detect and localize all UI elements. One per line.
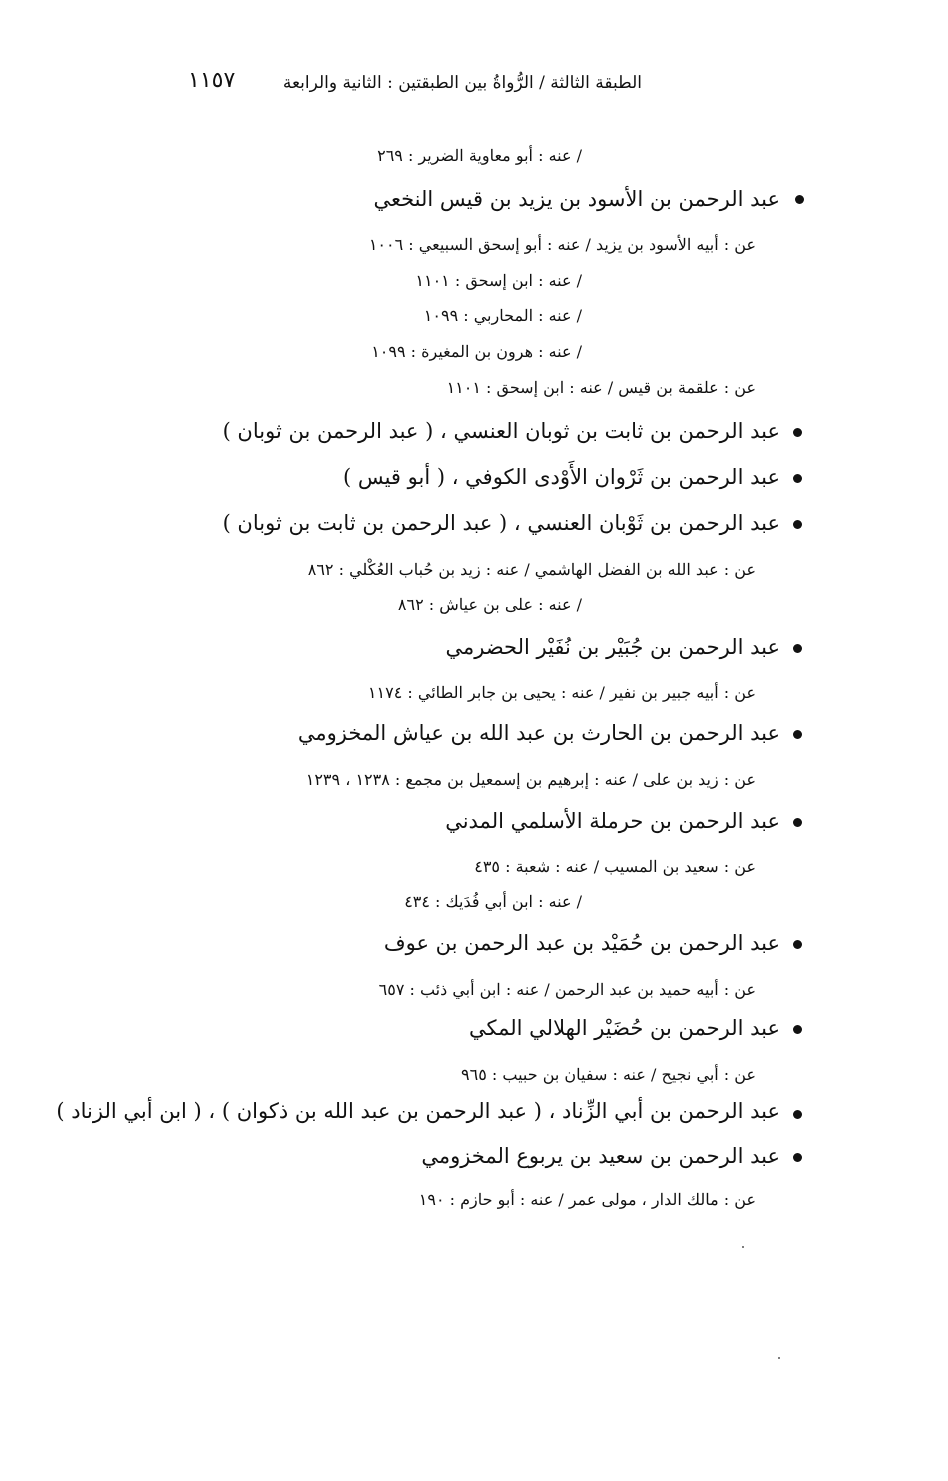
entry-heading: عبد الرحمن بن جُبَيْر بن نُفَيْر الحضرمي	[445, 635, 780, 659]
bullet-icon	[793, 818, 802, 827]
sub-line: / عنه : على بن عياش : ٨٦٢	[397, 595, 582, 614]
bullet-icon	[793, 730, 802, 739]
entry-heading: عبد الرحمن بن حُضَيْر الهلالي المكي	[469, 1016, 780, 1040]
sub-line: عن : أبيه حميد بن عبد الرحمن / عنه : ابن أبي ذئب : ٦٥٧	[378, 980, 756, 999]
sub-line: عن : أبي نجيح / عنه : سفيان بن حبيب : ٩٦٥	[461, 1065, 756, 1084]
bullet-icon	[793, 1110, 802, 1119]
bullet-icon	[793, 1153, 802, 1162]
sub-line: / عنه : ابن إسحق : ١١٠١	[415, 271, 582, 290]
entry-heading: عبد الرحمن بن حرملة الأسلمي المدني	[445, 809, 780, 833]
bullet-icon	[793, 520, 802, 529]
page-number: ١١٥٧	[188, 68, 236, 93]
sub-line: / عنه : ابن أبي فُدَيك : ٤٣٤	[404, 892, 582, 911]
sub-line: عن : علقمة بن قيس / عنه : ابن إسحق : ١١٠١	[446, 378, 756, 397]
running-title: الطبقة الثالثة / الرُّواةُ بين الطبقتين : الثانية والرابعة	[282, 73, 642, 93]
sub-line: / عنه : هرون بن المغيرة : ١٠٩٩	[371, 342, 582, 361]
sub-line: عن : زيد بن على / عنه : إبرهيم بن إسمعيل بن مجمع : ١٢٣٨ ، ١٢٣٩	[305, 770, 756, 789]
sub-line: / عنه : المحاربي : ١٠٩٩	[423, 306, 582, 325]
entry-heading: عبد الرحمن بن ثَوْبان العنسي ، ( عبد الرحمن بن ثابت بن ثوبان )	[222, 511, 780, 535]
bullet-icon	[793, 1025, 802, 1034]
scan-speck	[778, 1357, 780, 1359]
entry-heading: عبد الرحمن بن ثَرْوان الأَوْدى الكوفي ، ( أبو قيس )	[342, 465, 780, 489]
bullet-icon	[793, 474, 802, 483]
sub-line: / عنه : أبو معاوية الضرير : ٢٦٩	[377, 146, 582, 165]
entry-heading: عبد الرحمن بن الأسود بن يزيد بن قيس النخعي	[373, 187, 780, 211]
entry-heading: عبد الرحمن بن ثابت بن ثوبان العنسي ، ( عبد الرحمن بن ثوبان )	[222, 419, 780, 443]
scan-speck	[742, 1246, 744, 1248]
bullet-icon	[795, 195, 804, 204]
entry-heading: عبد الرحمن بن الحارث بن عبد الله بن عياش المخزومي	[297, 721, 780, 745]
bullet-icon	[793, 644, 802, 653]
sub-line: عن : أبيه جبير بن نفير / عنه : يحيى بن جابر الطائي : ١١٧٤	[367, 683, 756, 702]
entry-heading: عبد الرحمن بن حُمَيْد بن عبد الرحمن بن عوف	[383, 931, 780, 955]
bullet-icon	[793, 940, 802, 949]
entry-heading: عبد الرحمن بن أبي الزِّناد ، ( عبد الرحمن بن عبد الله بن ذكوان ) ، ( ابن أبي الزناد )	[56, 1099, 780, 1123]
sub-line: عن : أبيه الأسود بن يزيد / عنه : أبو إسحق السبيعي : ١٠٠٦	[368, 235, 756, 254]
entry-heading: عبد الرحمن بن سعيد بن يربوع المخزومي	[421, 1144, 780, 1168]
sub-line: عن : سعيد بن المسيب / عنه : شعبة : ٤٣٥	[474, 857, 756, 876]
bullet-icon	[793, 428, 802, 437]
sub-line: عن : مالك الدار ، مولى عمر / عنه : أبو حازم : ١٩٠	[418, 1190, 756, 1209]
sub-line: عن : عبد الله بن الفضل الهاشمي / عنه : زيد بن حُباب العُكْلي : ٨٦٢	[307, 560, 756, 579]
